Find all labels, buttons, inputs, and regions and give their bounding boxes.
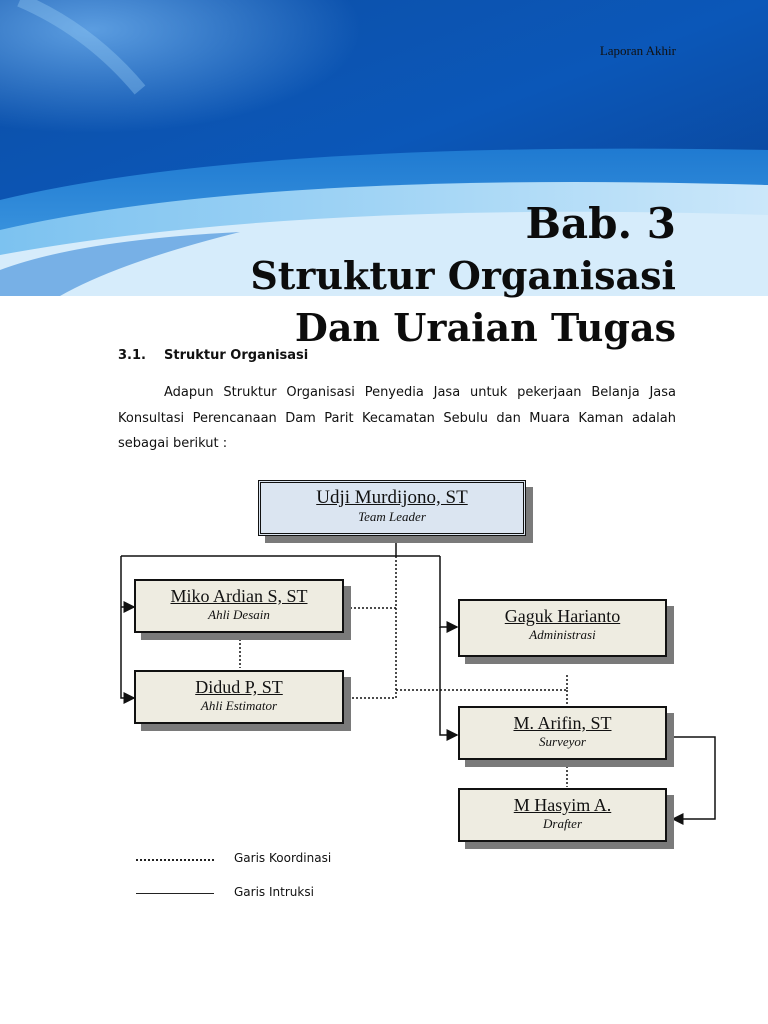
header-label: Laporan Akhir [599, 43, 676, 58]
section-number: 3.1. [118, 348, 146, 363]
legend-label: Garis Koordinasi [234, 851, 332, 865]
member-role: Ahli Desain [208, 607, 270, 622]
chapter-number: Bab. 3 [525, 199, 676, 248]
member-name: Gaguk Harianto [504, 606, 621, 626]
org-box-member [134, 579, 344, 633]
member-name: Didud P, ST [195, 677, 283, 697]
legend-item-instruction [136, 884, 436, 904]
member-role: Administrasi [529, 627, 596, 642]
org-chart [0, 470, 768, 860]
legend-label: Garis Intruksi [234, 885, 314, 899]
solid-line-sample [136, 893, 214, 894]
member-role: Drafter [543, 816, 582, 831]
chapter-title [250, 198, 676, 354]
section-paragraph: Adapun Struktur Organisasi Penyedia Jasa untuk pekerjaan Belanja Jasa Konsultasi Perencanaan Dam Parit Kecamatan Sebulu dan Muara Kaman adalah sebagai berikut : [118, 385, 676, 451]
org-box-member [458, 706, 667, 760]
chapter-title-line1: Struktur Organisasi [250, 253, 676, 298]
section-heading [118, 348, 308, 363]
legend-item-coordination [136, 850, 436, 870]
org-box-member [458, 599, 667, 657]
org-box-member [458, 788, 667, 842]
member-role: Surveyor [539, 734, 586, 749]
org-box-member [134, 670, 344, 724]
chapter-title-line2: Dan Uraian Tugas [294, 305, 676, 350]
org-box-leader [258, 480, 526, 536]
member-role: Ahli Estimator [200, 698, 278, 713]
leader-role: Team Leader [358, 509, 426, 524]
leader-name: Udji Murdijono, ST [316, 487, 468, 508]
dotted-line-sample [136, 859, 214, 861]
member-name: M Hasyim A. [513, 795, 612, 815]
member-name: M. Arifin, ST [513, 713, 612, 733]
section-title: Struktur Organisasi [164, 348, 309, 363]
member-name: Miko Ardian S, ST [170, 586, 308, 606]
